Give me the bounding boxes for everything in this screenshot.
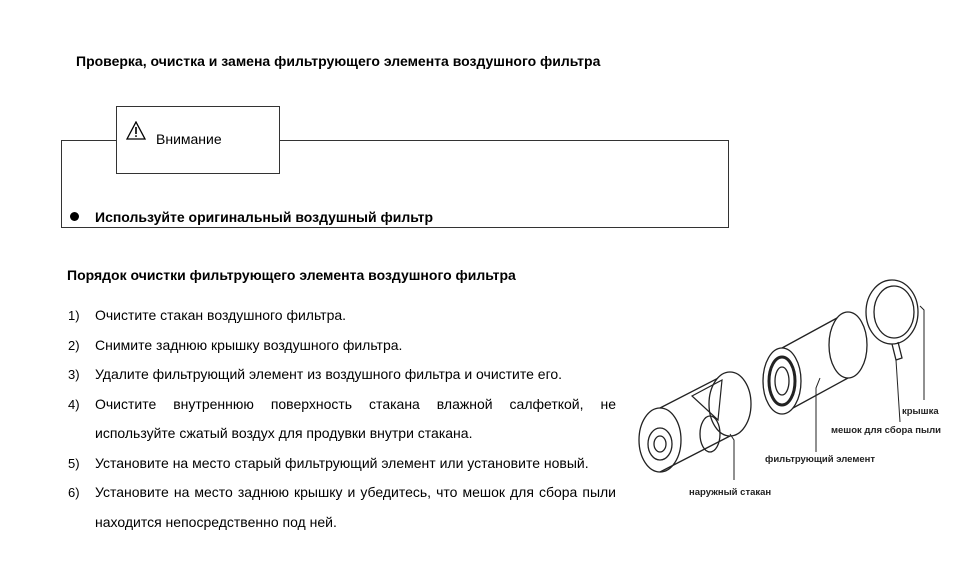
label-filter-element: фильтрующий элемент bbox=[765, 454, 876, 465]
warning-label: Внимание bbox=[156, 131, 222, 147]
list-item bbox=[68, 331, 616, 361]
label-dust-bag: мешок для сбора пыли bbox=[831, 425, 941, 436]
step-text: Установите на место заднюю крышку и убедитесь, что мешок для сбора пыли находится непосредственно под ней. bbox=[95, 484, 616, 530]
bullet-dot bbox=[70, 212, 79, 221]
warning-bullet bbox=[70, 209, 433, 225]
step-text: Установите на место старый фильтрующий элемент или установите новый. bbox=[95, 454, 589, 471]
step-number: 4) bbox=[68, 396, 80, 412]
step-number: 2) bbox=[68, 337, 80, 353]
step-number: 6) bbox=[68, 485, 80, 500]
step-number: 3) bbox=[68, 367, 80, 382]
warning-triangle-icon bbox=[126, 121, 146, 140]
label-cover: крышка bbox=[902, 406, 939, 417]
step-text: Очистите стакан воздушного фильтра. bbox=[95, 307, 347, 323]
step-number: 5) bbox=[68, 455, 80, 471]
section-title: Порядок очистки фильтрующего элемента воздушного фильтра bbox=[67, 267, 516, 283]
list-item bbox=[68, 301, 616, 331]
step-text: Снимите заднюю крышку воздушного фильтра. bbox=[95, 336, 403, 353]
steps-list bbox=[68, 301, 616, 537]
filter-element-drawing bbox=[763, 312, 867, 414]
list-item bbox=[68, 449, 616, 479]
step-text: Удалите фильтрующий элемент из воздушного фильтра и очистите его. bbox=[95, 366, 563, 382]
cover-drawing bbox=[866, 280, 918, 360]
list-item bbox=[68, 360, 616, 390]
warning-bullet-text: Используйте оригинальный воздушный фильтр bbox=[95, 209, 434, 225]
warning-header-box bbox=[116, 106, 280, 174]
step-text: Очистите внутреннюю поверхность стакана влажной салфеткой, не используйте сжатый воздух для продувки внутри стакана. bbox=[95, 395, 616, 441]
list-item bbox=[68, 478, 616, 537]
list-item bbox=[68, 390, 616, 449]
page-title: Проверка, очистка и замена фильтрующего элемента воздушного фильтра bbox=[76, 53, 601, 69]
label-outer-housing: наружный стакан bbox=[689, 487, 772, 498]
step-number: 1) bbox=[68, 308, 80, 323]
air-filter-diagram bbox=[630, 268, 950, 508]
